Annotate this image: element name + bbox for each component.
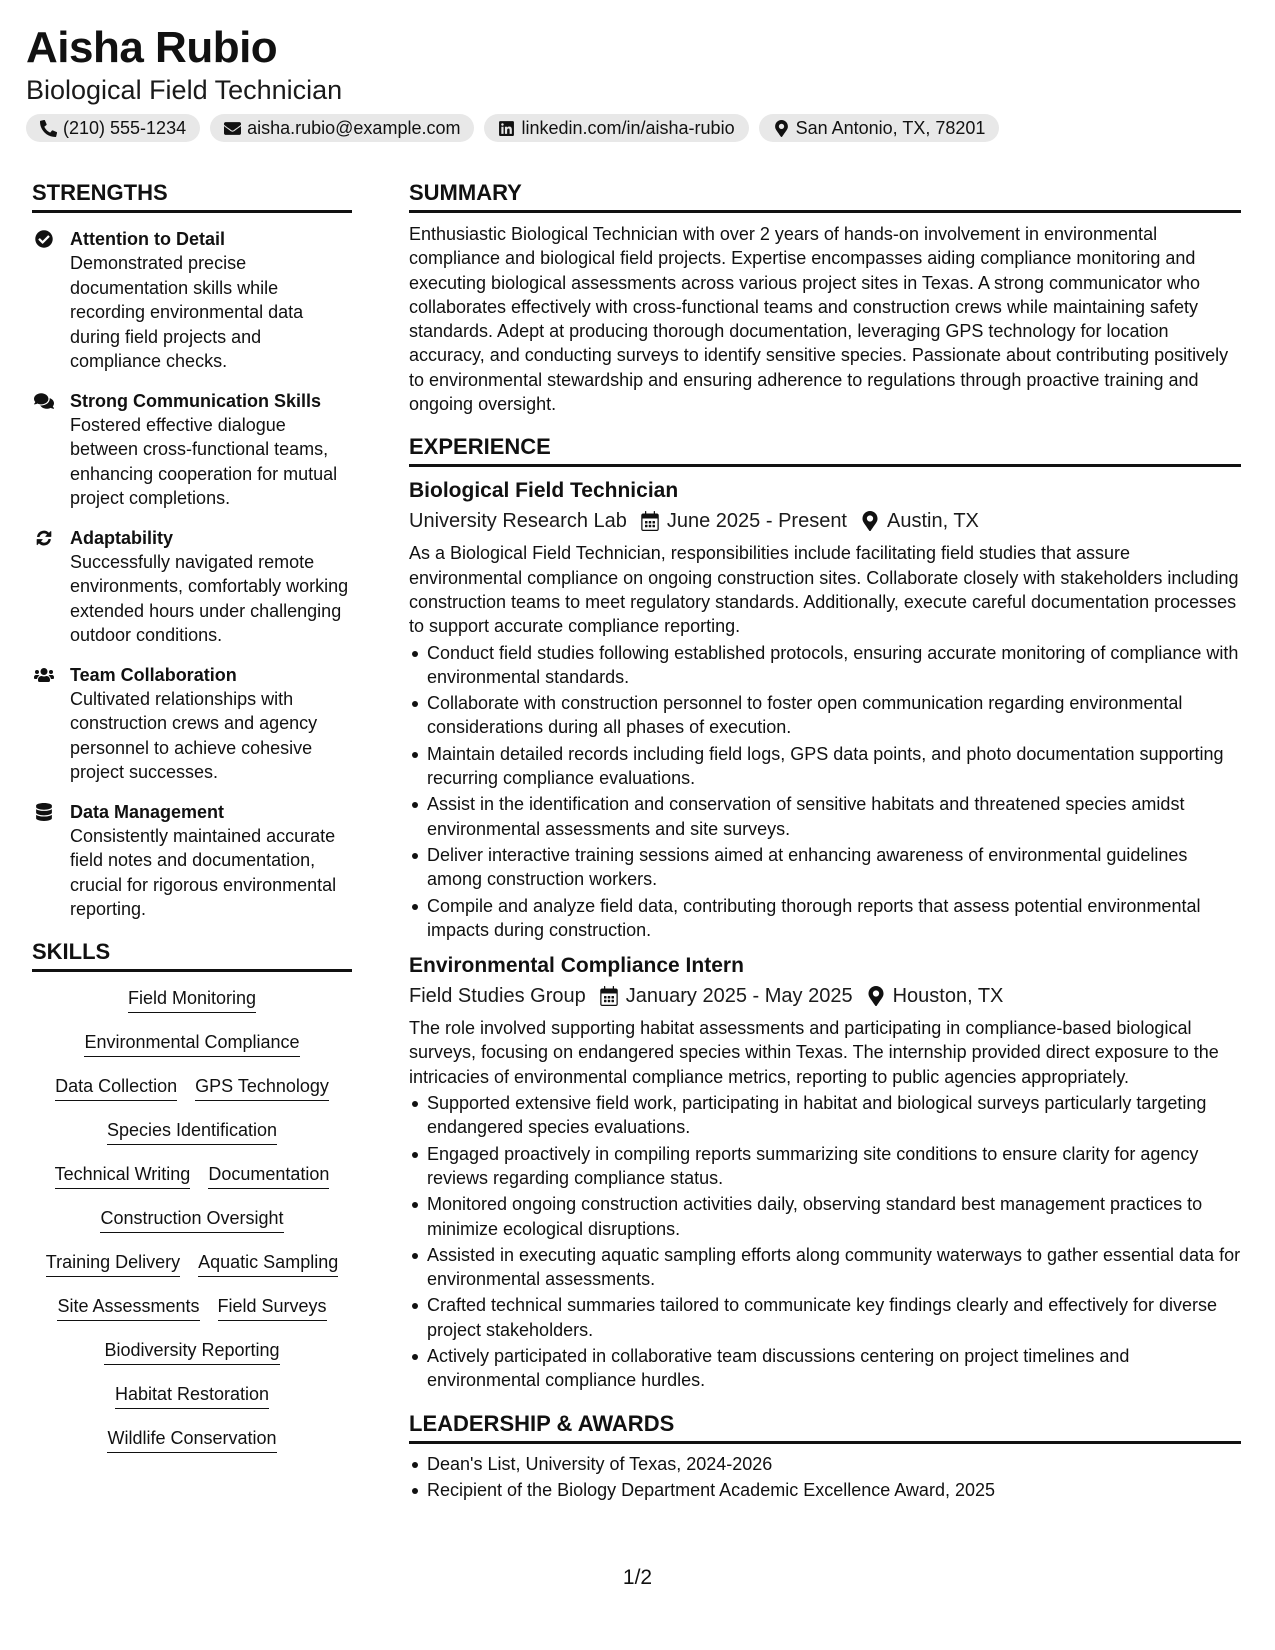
comments-icon bbox=[34, 392, 54, 410]
skill-tag: Data Collection bbox=[55, 1074, 177, 1101]
job-bullets bbox=[409, 1091, 1241, 1393]
email-text: aisha.rubio@example.com bbox=[247, 117, 461, 138]
job-entry bbox=[409, 477, 1241, 942]
page-number: 1/2 bbox=[622, 1566, 653, 1589]
job-location: Houston, TX bbox=[892, 985, 1004, 1008]
skill-tag: Site Assessments bbox=[57, 1294, 199, 1321]
skill-tag: Environmental Compliance bbox=[84, 1030, 299, 1057]
strength-item bbox=[32, 526, 352, 648]
envelope-icon bbox=[224, 120, 241, 137]
linkedin-icon bbox=[498, 120, 515, 137]
strengths-list bbox=[32, 227, 352, 922]
bullet-item: Assist in the identification and conservation of sensitive habitats and threatened species amidst environmental assessments and site surveys. bbox=[409, 792, 1241, 841]
contact-phone[interactable] bbox=[26, 114, 200, 142]
location-text: San Antonio, TX, 78201 bbox=[795, 117, 986, 138]
phone-text: (210) 555-1234 bbox=[63, 117, 187, 138]
job-title: Biological Field Technician bbox=[409, 479, 679, 503]
strength-desc: Successfully navigated remote environments, comfortably working extended hours under challenging outdoor conditions. bbox=[70, 551, 349, 645]
bullet-item: Conduct field studies following established protocols, ensuring accurate monitoring of compliance with environmental standards. bbox=[409, 641, 1241, 690]
strength-desc: Cultivated relationships with construction crews and agency personnel to achieve cohesive project successes. bbox=[70, 688, 318, 782]
strengths-heading: STRENGTHS bbox=[32, 178, 352, 213]
award-item: Recipient of the Biology Department Academic Excellence Award, 2025 bbox=[409, 1478, 1241, 1502]
contact-bar bbox=[26, 114, 1246, 142]
contact-email[interactable] bbox=[210, 114, 474, 142]
calendar-icon bbox=[600, 986, 618, 1006]
map-marker-icon bbox=[867, 986, 885, 1006]
skill-tag: Construction Oversight bbox=[100, 1206, 283, 1233]
strength-desc: Fostered effective dialogue between cross-functional teams, enhancing cooperation for mutual project completions. bbox=[70, 414, 338, 508]
job-org: University Research Lab bbox=[409, 510, 627, 533]
right-column bbox=[409, 178, 1241, 1504]
linkedin-text: linkedin.com/in/aisha-rubio bbox=[521, 117, 735, 138]
strength-item bbox=[32, 389, 352, 511]
phone-icon bbox=[40, 120, 57, 137]
strength-item bbox=[32, 663, 352, 785]
skills-list bbox=[32, 986, 352, 1453]
check-circle-icon bbox=[34, 230, 54, 248]
job-location: Austin, TX bbox=[887, 510, 979, 533]
database-icon bbox=[34, 803, 54, 821]
left-column bbox=[32, 178, 352, 1453]
strength-title: Adaptability bbox=[70, 527, 174, 548]
skill-tag: Field Surveys bbox=[218, 1294, 327, 1321]
bullet-item: Monitored ongoing construction activities daily, observing standard best management practices to minimize ecological disruptions. bbox=[409, 1192, 1241, 1241]
calendar-icon bbox=[641, 511, 659, 531]
experience-heading: EXPERIENCE bbox=[409, 432, 1241, 467]
job-dates: January 2025 - May 2025 bbox=[625, 985, 853, 1008]
bullet-item: Crafted technical summaries tailored to communicate key findings clearly and effectively for diverse project stakeholders. bbox=[409, 1293, 1241, 1342]
bullet-item: Deliver interactive training sessions aimed at enhancing awareness of environmental guidelines among construction workers. bbox=[409, 843, 1241, 892]
award-item: Dean's List, University of Texas, 2024-2026 bbox=[409, 1452, 1241, 1476]
candidate-name: Aisha Rubio bbox=[26, 23, 278, 72]
strength-desc: Consistently maintained accurate field notes and documentation, crucial for rigorous environmental reporting. bbox=[70, 825, 337, 919]
bullet-item: Actively participated in collaborative team discussions centering on project timelines and environmental compliance hurdles. bbox=[409, 1344, 1241, 1393]
skill-tag: Wildlife Conservation bbox=[107, 1426, 276, 1453]
strength-desc: Demonstrated precise documentation skills while recording environmental data during field projects and compliance checks. bbox=[70, 253, 304, 371]
strength-title: Team Collaboration bbox=[70, 664, 237, 685]
map-marker-icon bbox=[861, 511, 879, 531]
strength-title: Strong Communication Skills bbox=[70, 390, 322, 411]
skill-tag: Documentation bbox=[208, 1162, 329, 1189]
skill-tag: Habitat Restoration bbox=[115, 1382, 269, 1409]
strength-title: Attention to Detail bbox=[70, 229, 225, 249]
resume-header bbox=[26, 22, 1246, 142]
skill-tag: GPS Technology bbox=[195, 1074, 329, 1101]
sync-icon bbox=[34, 529, 54, 547]
job-entry bbox=[409, 952, 1241, 1392]
summary-heading: SUMMARY bbox=[409, 178, 1241, 213]
job-description: As a Biological Field Technician, responsibilities include facilitating field studies that assure environmental compliance on ongoing construction sites. Collaborate closely with stakeholders including construction teams to meet regulatory standards. Additionally, execute careful documentation processes to support accurate compliance reporting. bbox=[409, 543, 1239, 637]
users-icon bbox=[34, 666, 54, 684]
skill-tag: Species Identification bbox=[107, 1118, 277, 1145]
skill-tag: Technical Writing bbox=[55, 1162, 191, 1189]
strength-item bbox=[32, 227, 352, 374]
job-title: Environmental Compliance Intern bbox=[409, 954, 744, 978]
bullet-item: Collaborate with construction personnel to foster open communication regarding environmental considerations during all phases of execution. bbox=[409, 691, 1241, 740]
bullet-item: Assisted in executing aquatic sampling efforts along community waterways to gather essential data for environmental assessments. bbox=[409, 1243, 1241, 1292]
strength-title: Data Management bbox=[70, 801, 225, 822]
candidate-role: Biological Field Technician bbox=[26, 75, 343, 105]
map-marker-icon bbox=[773, 120, 790, 137]
contact-linkedin[interactable] bbox=[484, 114, 748, 142]
skill-tag: Field Monitoring bbox=[128, 986, 256, 1013]
bullet-item: Maintain detailed records including field logs, GPS data points, and photo documentation supporting recurring compliance evaluations. bbox=[409, 742, 1241, 791]
awards-heading: LEADERSHIP & AWARDS bbox=[409, 1409, 1241, 1444]
bullet-item: Compile and analyze field data, contributing thorough reports that assess potential environmental impacts during construction. bbox=[409, 894, 1241, 943]
skill-tag: Biodiversity Reporting bbox=[104, 1338, 279, 1365]
job-meta bbox=[409, 507, 1241, 535]
contact-location[interactable] bbox=[759, 114, 1000, 142]
job-description: The role involved supporting habitat assessments and participating in compliance-based biological surveys, focusing on endangered species within Texas. The internship provided direct exposure to the intricacies of environmental compliance metrics, reporting to public agencies appropriately. bbox=[409, 1018, 1219, 1087]
awards-list bbox=[409, 1452, 1241, 1503]
strength-item bbox=[32, 800, 352, 922]
job-dates: June 2025 - Present bbox=[666, 510, 847, 533]
job-org: Field Studies Group bbox=[409, 985, 586, 1008]
skill-tag: Training Delivery bbox=[46, 1250, 180, 1277]
summary-text: Enthusiastic Biological Technician with over 2 years of hands-on involvement in environmental compliance and biological field projects. Expertise encompasses aiding compliance monitoring and executing biological assessments across various project sites in Texas. A strong communicator who collaborates effectively with cross-functional teams and construction crews while maintaining safety standards. Adept at producing thorough documentation, leveraging GPS technology for location accuracy, and conducting surveys to identify sensitive species. Passionate about contributing positively to environmental stewardship and ensuring adherence to regulations through proactive training and ongoing oversight. bbox=[409, 224, 1229, 415]
bullet-item: Supported extensive field work, participating in habitat and biological surveys particularly targeting endangered species evaluations. bbox=[409, 1091, 1241, 1140]
skills-heading: SKILLS bbox=[32, 937, 352, 972]
bullet-item: Engaged proactively in compiling reports summarizing site conditions to ensure clarity for agency reviews regarding compliance status. bbox=[409, 1142, 1241, 1191]
skill-tag: Aquatic Sampling bbox=[198, 1250, 338, 1277]
job-bullets bbox=[409, 641, 1241, 943]
job-meta bbox=[409, 982, 1241, 1010]
